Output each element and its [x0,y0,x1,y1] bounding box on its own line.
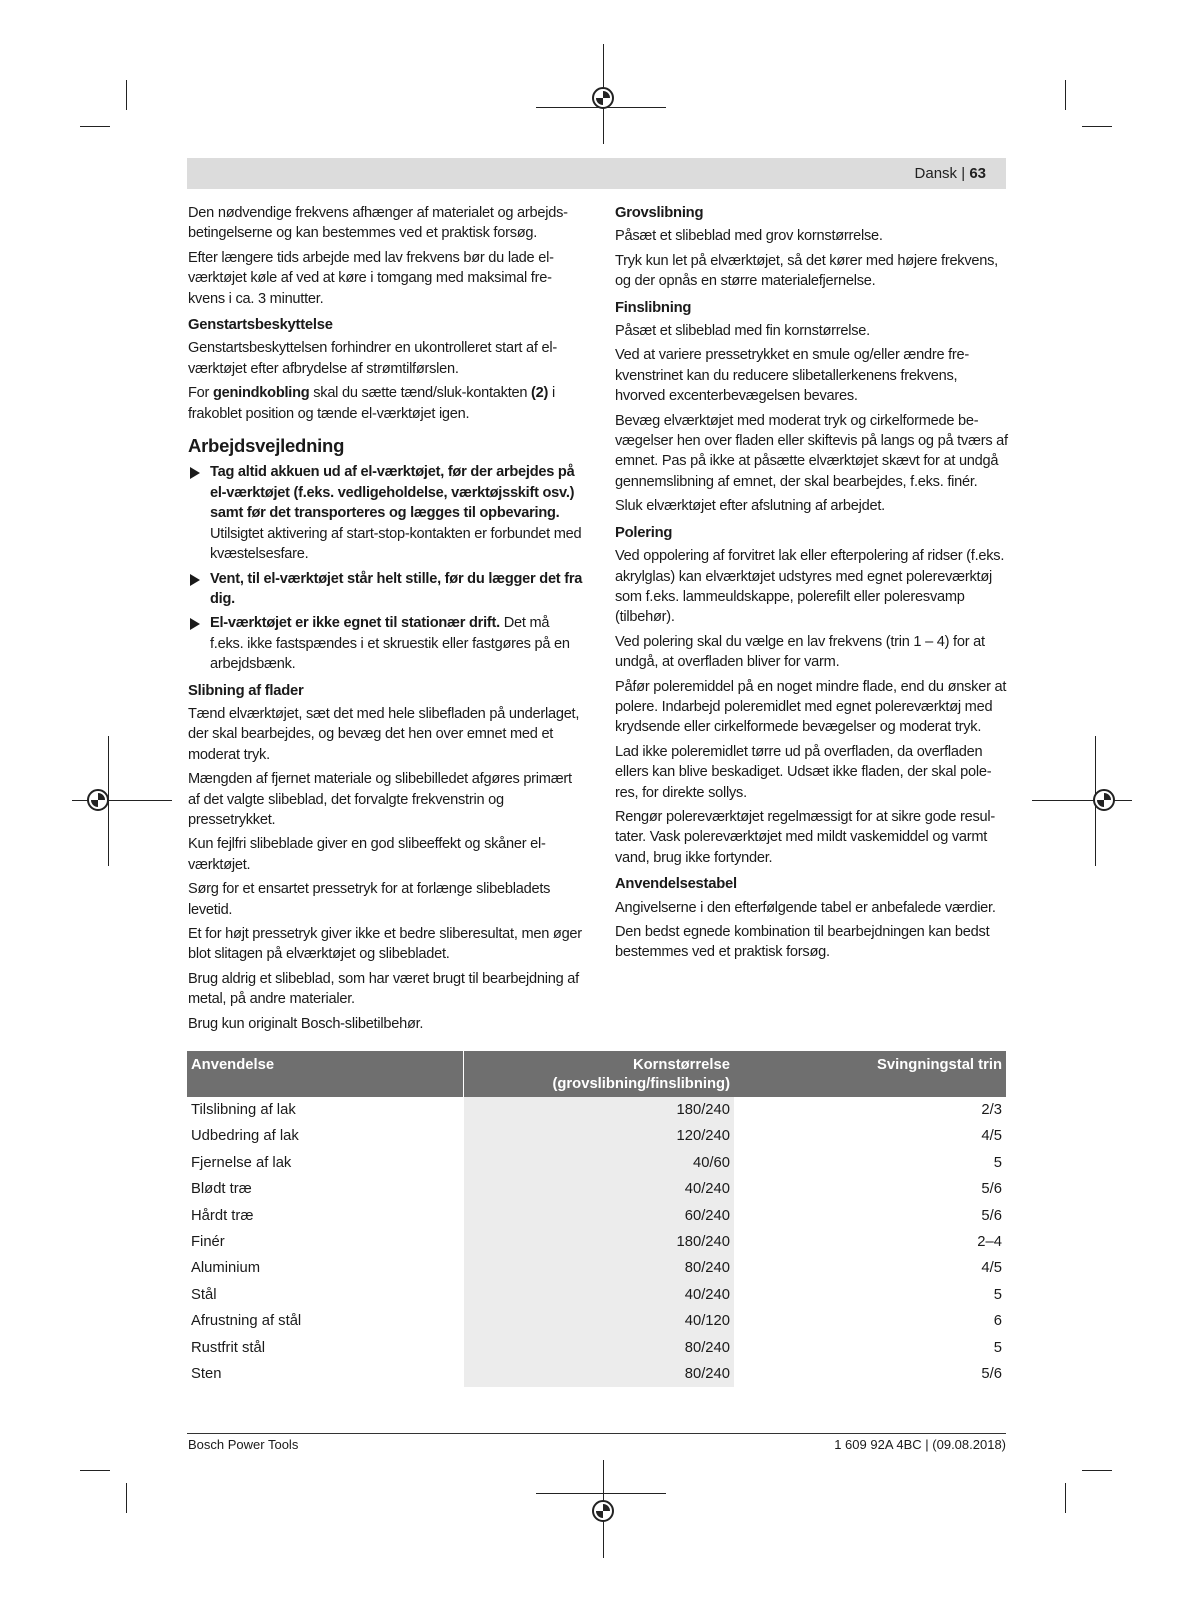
cell-grit-size: 40/120 [464,1308,735,1334]
paragraph: Ved oppolering af forvitret lak eller efterpolering af ridser (f.eks. akrylglas) kan elværktøjet udstyres med egnet polereværktøj som f.eks. lammeuldskappe, polerefilt eller poleresvamp (tilbehør). [615,548,1005,626]
table-header-row [187,1051,1006,1097]
cell-grit-size: 80/240 [464,1361,735,1387]
paragraph: Angivelserne i den efterfølgende tabel er anbefalede værdier. [615,899,996,916]
bullet-bold-text: Tag altid akkuen ud af el-værktøjet, før der arbejdes på el-værktøjet (f.eks. vedligeholdelse, værktøjsskift osv.) samt før det transporteres og lægges til opbevaring. [210,464,575,522]
section-heading: Genstartsbeskyttelse [188,317,333,334]
cell-grit-size: 80/240 [464,1255,735,1281]
column-header-application: Anvendelse [187,1051,464,1097]
bullet-bold-text: Vent, til el-værktøjet står helt stille, før du lægger det fra dig. [210,570,583,607]
cell-grit-size: 40/240 [464,1282,735,1308]
paragraph [188,383,583,424]
header-text [915,165,986,182]
cell-oscillation-stage: 2–4 [977,1234,1002,1251]
registration-line [536,1493,666,1494]
section-heading: Polering [615,524,673,541]
footer-doc-id: 1 609 92A 4BC | (09.08.2018) [834,1437,1006,1452]
registration-mark-icon [592,1500,614,1522]
table-row [187,1282,1006,1308]
cell-application: Sten [191,1366,222,1383]
text-span: i frakoblet position og tænde el-værktøjet igen. [188,385,555,422]
cell-oscillation-stage: 4/5 [981,1128,1002,1145]
cell-application: Rustfrit stål [191,1339,265,1356]
section-heading: Slibning af flader [188,682,304,699]
paragraph: Genstartsbeskyttelsen forhindrer en ukontrolleret start af elværktøjet efter afbrydelse af strømtilførslen. [188,340,558,377]
paragraph: Påfør poleremiddel på en noget mindre flade, end du ønsker at polere. Indarbejd poleremidlet med egnet polereværktøj med krydsende eller cirkelformede bevægelser og moderat tryk. [615,678,1007,736]
bold-term: genindkobling [212,385,310,402]
cell-oscillation-stage: 5 [993,1339,1002,1356]
application-table [187,1051,1006,1387]
table-row [187,1150,1006,1176]
right-column [615,203,1010,967]
crop-mark [80,126,110,127]
cell-oscillation-stage: 5/6 [981,1207,1002,1224]
paragraph: Rengør polereværktøjet regelmæssigt for at sikre gode resultater. Vask polereværktøjet med mildt vaskemiddel og varmt vand, brug ikke fortynder. [615,808,996,866]
table-row [187,1097,1006,1123]
paragraph: Kun fejlfri slibeblade giver en god slibeeffekt og skåner elværktøjet. [188,836,546,873]
cell-oscillation-stage: 5 [993,1154,1002,1171]
cell-grit-size: 180/240 [464,1097,735,1123]
table-row [187,1255,1006,1281]
left-column [188,203,583,1038]
grit-header-line2: (grovslibning/finslibning) [552,1076,730,1092]
bullet-triangle-icon [190,618,200,630]
crop-mark [1082,1470,1112,1471]
cell-oscillation-stage: 2/3 [981,1102,1002,1118]
paragraph: Påsæt et slibeblad med grov kornstørrelse. [615,228,883,245]
paragraph: Mængden af fjernet materiale og slibebilledet afgøres primært af det valgte slibeblad, det forvalgte frekvenstrin og pressetrykket. [188,771,572,828]
cell-oscillation-stage: 5/6 [981,1181,1002,1198]
section-heading: Finslibning [615,299,692,316]
table-row [187,1123,1006,1149]
paragraph: Den bedst egnede kombination til bearbejdningen kan bedst bestemmes ved et praktisk forsøg. [615,924,990,961]
section-heading: Grovslibning [615,205,704,221]
crop-mark [80,1470,110,1471]
reference-number: (2) [531,385,549,402]
cell-application: Afrustning af stål [191,1313,302,1330]
bullet-triangle-icon [190,467,200,479]
bullet-triangle-icon [190,574,200,586]
cell-application: Aluminium [191,1260,261,1277]
cell-oscillation-stage: 6 [993,1313,1002,1330]
paragraph: Påsæt et slibeblad med fin kornstørrelse. [615,323,870,340]
safety-bullet [188,569,583,610]
footer-brand: Bosch Power Tools [188,1437,299,1452]
bullet-text: Det må f.eks. ikke fastspændes i et skruestik eller fastgøres på en arbejdsbænk. [210,615,570,673]
paragraph: Sørg for et ensartet pressetryk for at forlænge slibebladets levetid. [188,881,551,918]
page-header [187,158,1006,189]
cell-oscillation-stage: 5 [993,1286,1002,1303]
header-separator: | [961,165,966,182]
crop-mark [1082,126,1112,127]
cell-oscillation-stage: 5/6 [981,1366,1002,1383]
cell-application: Fjernelse af lak [191,1154,292,1171]
safety-bullet [188,613,583,674]
cell-application: Tilslibning af lak [191,1102,296,1118]
paragraph: Lad ikke poleremidlet tørre ud på overfladen, da overfladen ellers kan blive beskadiget. Udsæt ikke fladen, der skal poleres, for direkte sollys. [615,743,992,801]
table-row [187,1335,1006,1361]
table-row [187,1176,1006,1202]
table-row [187,1203,1006,1229]
cell-grit-size: 80/240 [464,1335,735,1361]
paragraph: Sluk elværktøjet efter afslutning af arbejdet. [615,498,885,515]
cell-application: Stål [191,1286,217,1303]
cell-grit-size: 60/240 [464,1203,735,1229]
cell-grit-size: 40/240 [464,1176,735,1202]
table-row [187,1229,1006,1255]
chapter-heading: Arbejdsvejledning [188,435,345,457]
crop-mark [126,80,127,110]
safety-bullet [188,462,583,564]
paragraph: Brug aldrig et slibeblad, som har været brugt til bearbejdning af metal, på andre materialer. [188,970,579,1008]
paragraph: Brug kun originalt Bosch-slibetilbehør. [188,1015,424,1032]
paragraph: Den nødvendige frekvens afhænger af materialet og arbejdsbetingelserne og kan bestemmes ved et praktisk forsøg. [188,205,569,242]
paragraph: Tryk kun let på elværktøjet, så det kører med højere frekvens, og der opnås en større materialefjernelse. [615,252,998,290]
cell-application: Hårdt træ [191,1207,254,1224]
paragraph: Tænd elværktøjet, sæt det med hele slibefladen på underlaget, der skal bearbejdes, og bevæg det hen over emnet med et moderat tryk. [188,705,580,763]
footer-rule [187,1433,1006,1434]
cell-application: Blødt træ [191,1181,252,1198]
cell-application: Udbedring af lak [191,1128,299,1145]
bullet-text: Utilsigtet aktivering af start-stop-kontakten er forbundet med kvæstelsesfare. [210,525,582,563]
grit-header-line1: Kornstørrelse [632,1057,730,1073]
paragraph: Ved at variere pressetrykket en smule og/eller ændre frekvenstrinet kan du reducere slibetallerkenens frekvens, hvorved excenterbevægelsen bevares. [615,347,970,405]
page-number: 63 [969,165,986,182]
table-row [187,1308,1006,1334]
column-header-grit-size [464,1051,735,1097]
crop-mark [126,1483,127,1513]
crop-mark [1065,1483,1066,1513]
text-span: For [188,385,213,402]
registration-mark-icon [1093,789,1115,811]
registration-mark-icon [87,789,109,811]
header-language: Dansk [914,165,958,182]
registration-mark-icon [592,87,614,109]
paragraph: Et for højt pressetryk giver ikke et bedre sliberesultat, men øger blot slitagen på elværktøjet og slibebladet. [188,926,582,963]
column-header-oscillation-stage: Svingningstal trin [734,1051,1006,1097]
crop-mark [1065,80,1066,110]
registration-line [1032,800,1132,801]
section-heading: Anvendelsestabel [615,876,737,893]
cell-grit-size: 40/60 [464,1150,735,1176]
table-row [187,1361,1006,1387]
cell-oscillation-stage: 4/5 [981,1260,1002,1277]
cell-grit-size: 120/240 [464,1123,735,1149]
cell-application: Finér [191,1234,225,1251]
paragraph: Ved polering skal du vælge en lav frekvens (trin 1 – 4) for at undgå, at overfladen bliver for varm. [615,633,985,671]
bullet-bold-text: El-værktøjet er ikke egnet til stationær drift. [210,615,500,632]
cell-grit-size: 180/240 [464,1229,735,1255]
paragraph: Efter længere tids arbejde med lav frekvens bør du lade elværktøjet køle af ved at køre i tomgang med maksimal frekvens i ca. 3 minutter. [188,249,554,307]
text-span: skal du sætte tænd/sluk-kontakten [309,385,532,402]
paragraph: Bevæg elværktøjet med moderat tryk og cirkelformede bevægelser hen over fladen eller skiftevis på langs og på tværs af emnet. Pas på ikke at påsætte elværktøjet skævt for at undgå gennemslibning af emnet, der skal bearbejdes, f.eks. finér. [615,412,1008,490]
